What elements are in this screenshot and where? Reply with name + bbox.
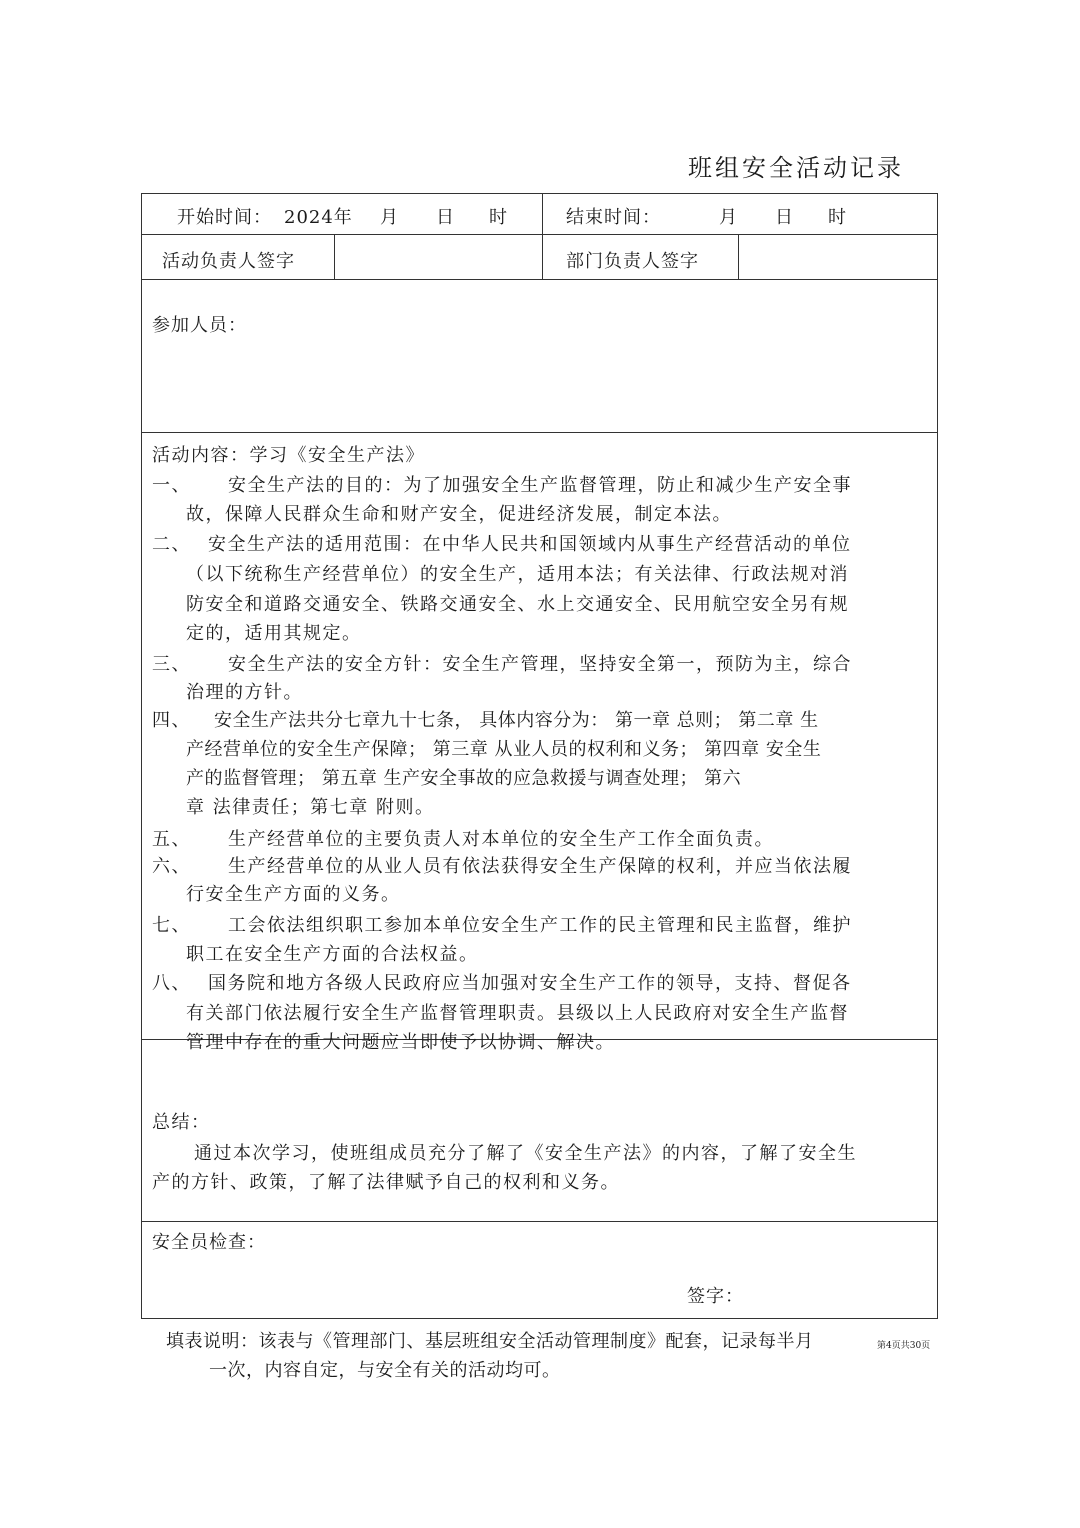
safety-check-label: 安全员检查： <box>152 1232 266 1253</box>
start-time-label: 开始时间： <box>177 207 272 228</box>
end-day-label: 日 <box>775 207 794 228</box>
item-number: 五、 <box>152 829 191 850</box>
summary-label: 总结： <box>152 1112 211 1133</box>
item-number: 一、 <box>152 475 191 496</box>
start-month-label: 月 <box>380 207 399 228</box>
footer-note-line-1: 填表说明：该表与《管理部门、基层班组安全活动管理制度》配套，记录每半月 <box>166 1331 814 1352</box>
item-line: 防安全和道路交通安全、铁路交通安全、水上交通安全、民用航空安全另有规 <box>186 594 849 615</box>
item-line: 安全生产法的适用范围：在中华人民共和国领域内从事生产经营活动的单位 <box>208 534 852 555</box>
col-divider-dept <box>738 234 739 279</box>
item-number: 六、 <box>152 856 191 877</box>
item-number: 四、 <box>152 710 191 731</box>
item-line: 治理的方针。 <box>186 682 303 703</box>
page-number: 第4页共30页 <box>877 1341 931 1351</box>
row-divider-3 <box>142 432 937 433</box>
item-line: 安全生产法的目的：为了加强安全生产监督管理，防止和减少生产安全事 <box>228 475 852 496</box>
item-line: 生产经营单位的从业人员有依法获得安全生产保障的权利，并应当依法履 <box>228 856 852 877</box>
footer-note-line-2: 一次，内容自定，与安全有关的活动均可。 <box>209 1360 561 1381</box>
start-year: 2024年 <box>284 207 353 228</box>
dept-signature-label: 部门负责人签字 <box>566 251 699 272</box>
summary-line: 通过本次学习，使班组成员充分了解了《安全生产法》的内容，了解了安全生 <box>194 1143 857 1164</box>
item-line: 安全生产法共分七章九十七条， 具体内容分为： 第一章 总则； 第二章 生 <box>214 710 819 731</box>
item-line: 行安全生产方面的义务。 <box>186 884 401 905</box>
item-line: 有关部门依法履行安全生产监督管理职责。县级以上人民政府对安全生产监督 <box>186 1003 849 1024</box>
page-title: 班组安全活动记录 <box>688 154 904 182</box>
item-line: 定的，适用其规定。 <box>186 623 362 644</box>
item-line: 故，保障人民群众生命和财产安全，促进经济发展，制定本法。 <box>186 504 732 525</box>
item-line: 国务院和地方各级人民政府应当加强对安全生产工作的领导，支持、督促各 <box>208 973 852 994</box>
participants-label: 参加人员： <box>152 315 247 336</box>
row-divider-2 <box>142 279 937 280</box>
item-line: （以下统称生产经营单位）的安全生产，适用本法；有关法律、行政法规对消 <box>186 564 849 585</box>
row-divider-1 <box>142 234 937 235</box>
end-hour-label: 时 <box>828 207 847 228</box>
item-line: 产经营单位的安全生产保障； 第三章 从业人员的权利和义务； 第四章 安全生 <box>186 739 822 760</box>
item-line: 生产经营单位的主要负责人对本单位的安全生产工作全面负责。 <box>228 829 774 850</box>
item-number: 八、 <box>152 973 191 994</box>
item-number: 七、 <box>152 915 191 936</box>
item-line: 产的监督管理； 第五章 生产安全事故的应急救援与调查处理； 第六 <box>186 768 742 789</box>
start-day-label: 日 <box>436 207 455 228</box>
item-line: 章 法律责任；第七章 附则。 <box>186 797 435 818</box>
content-heading: 活动内容：学习《安全生产法》 <box>152 445 425 466</box>
item-number: 二、 <box>152 534 191 555</box>
row-divider-5 <box>142 1221 937 1222</box>
activity-record-form <box>141 193 938 1319</box>
end-time-label: 结束时间： <box>566 207 661 228</box>
item-line: 管理中存在的重大问题应当即使予以协调、解决。 <box>186 1032 615 1053</box>
start-hour-label: 时 <box>489 207 508 228</box>
leader-signature-label: 活动负责人签字 <box>162 251 295 272</box>
item-line: 安全生产法的安全方针：安全生产管理，坚持安全第一，预防为主，综合 <box>228 654 852 675</box>
item-line: 职工在安全生产方面的合法权益。 <box>186 944 479 965</box>
signature-label: 签字： <box>687 1286 744 1307</box>
item-number: 三、 <box>152 654 191 675</box>
item-line: 工会依法组织职工参加本单位安全生产工作的民主管理和民主监督，维护 <box>228 915 852 936</box>
col-divider-leader <box>334 234 335 279</box>
col-divider-middle <box>542 194 543 279</box>
end-month-label: 月 <box>719 207 738 228</box>
summary-line: 产的方针、政策，了解了法律赋予自己的权利和义务。 <box>152 1172 620 1193</box>
